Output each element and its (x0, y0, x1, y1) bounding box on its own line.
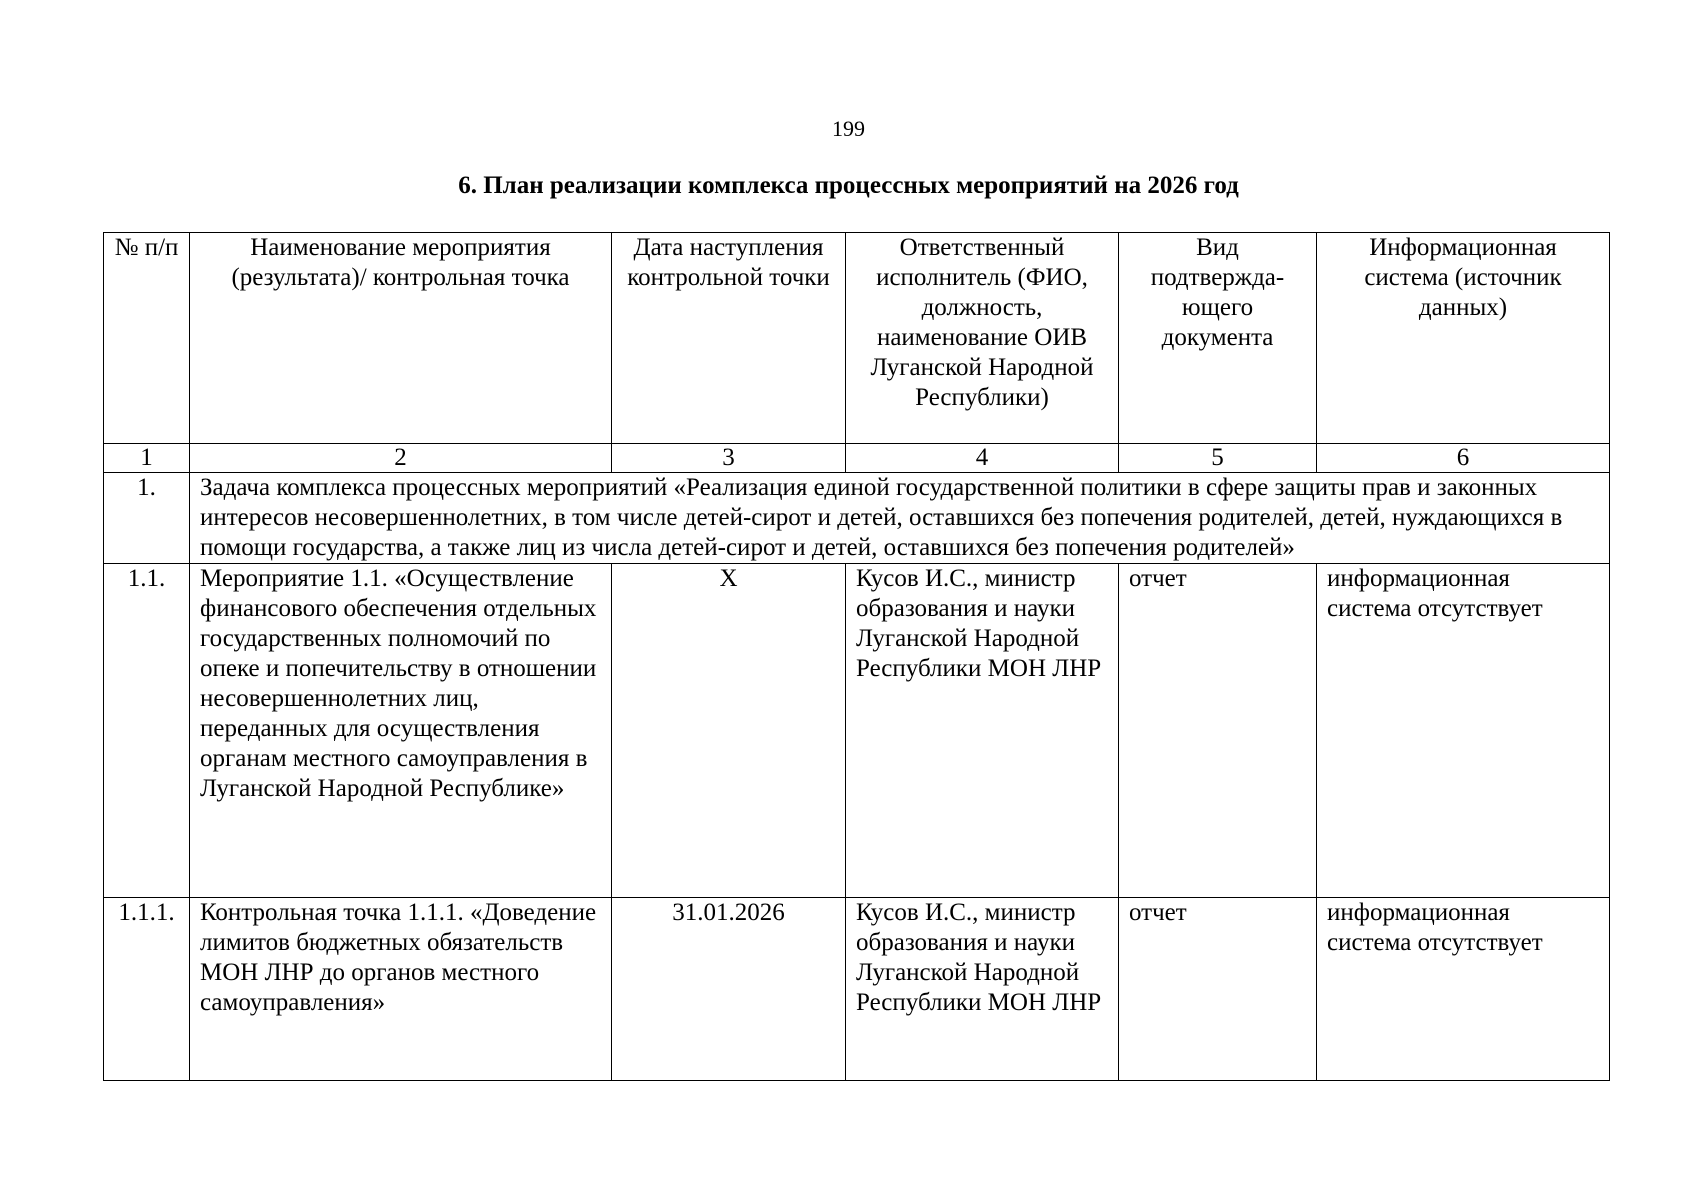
header-information-system: Информационная система (источник данных) (1317, 233, 1610, 444)
column-number: 5 (1119, 444, 1317, 473)
header-date: Дата наступления контрольной точки (612, 233, 846, 444)
header-document-type: Вид подтвержда-ющего документа (1119, 233, 1317, 444)
column-number: 2 (190, 444, 612, 473)
task-number: 1. (104, 473, 190, 564)
task-row (104, 473, 1610, 564)
row-information-system: информационная система отсутствует (1317, 898, 1610, 1081)
table-header-row (104, 233, 1610, 444)
row-executor: Кусов И.С., министр образования и науки Луганской Народной Республики МОН ЛНР (846, 564, 1119, 898)
row-activity-name: Мероприятие 1.1. «Осуществление финансового обеспечения отдельных государственных полномочий по опеке и попечительству в отношении несовершеннолетних лиц, переданных для осуществления органам местного самоуправления в Луганской Народной Республике» (190, 564, 612, 898)
page-number: 199 (832, 116, 865, 141)
row-number: 1.1. (104, 564, 190, 898)
row-date: Х (612, 564, 846, 898)
table-row (104, 564, 1610, 898)
header-name: Наименование мероприятия (результата)/ контрольная точка (190, 233, 612, 444)
header-number: № п/п (104, 233, 190, 444)
table-row (104, 898, 1610, 1081)
row-document-type: отчет (1119, 564, 1317, 898)
column-number: 1 (104, 444, 190, 473)
page-title: 6. План реализации комплекса процессных мероприятий на 2026 год (458, 172, 1239, 199)
column-number: 4 (846, 444, 1119, 473)
plan-table (103, 232, 1610, 1081)
column-numbers-row (104, 444, 1610, 473)
task-description: Задача комплекса процессных мероприятий «Реализация единой государственной политики в сфере защиты прав и законных интересов несовершеннолетних, в том числе детей-сирот и детей, оставшихся без попечения родителей, детей, нуждающихся в помощи государства, а также лиц из числа детей-сирот и детей, оставшихся без попечения родителей» (190, 473, 1610, 564)
row-document-type: отчет (1119, 898, 1317, 1081)
row-activity-name: Контрольная точка 1.1.1. «Доведение лимитов бюджетных обязательств МОН ЛНР до органов местного самоуправления» (190, 898, 612, 1081)
column-number: 6 (1317, 444, 1610, 473)
row-number: 1.1.1. (104, 898, 190, 1081)
column-number: 3 (612, 444, 846, 473)
row-executor: Кусов И.С., министр образования и науки Луганской Народной Республики МОН ЛНР (846, 898, 1119, 1081)
header-executor: Ответственный исполнитель (ФИО, должность, наименование ОИВ Луганской Народной Республики) (846, 233, 1119, 444)
row-date: 31.01.2026 (612, 898, 846, 1081)
row-information-system: информационная система отсутствует (1317, 564, 1610, 898)
